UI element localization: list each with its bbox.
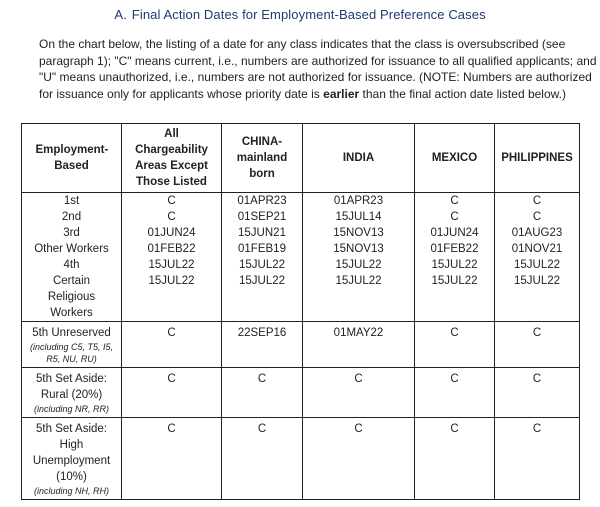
category-note: (including C5, T5, I5, R5, NU, RU) xyxy=(29,342,114,364)
date-cell: C xyxy=(495,193,580,210)
category-cell xyxy=(22,368,122,418)
header-china: CHINA-mainland born xyxy=(222,124,303,193)
date-cell: C xyxy=(495,209,580,225)
category-label: 2nd xyxy=(61,211,82,223)
category-label: Other Workers xyxy=(34,243,109,255)
date-cell: 15JUL22 xyxy=(415,257,495,273)
category-cell xyxy=(22,241,122,257)
date-cell: 01NOV21 xyxy=(495,241,580,257)
header-employment-based: Employment-Based xyxy=(22,124,122,193)
date-cell: 01APR23 xyxy=(222,193,303,210)
category-cell xyxy=(22,418,122,500)
date-cell: C xyxy=(222,368,303,418)
intro-text-part2: than the final action date listed below.) xyxy=(359,86,566,101)
date-cell: 01APR23 xyxy=(303,193,415,210)
date-cell: C xyxy=(495,322,580,368)
date-cell: 01JUN24 xyxy=(122,225,222,241)
category-label: 5th Set Aside: High Unemployment (10%) xyxy=(32,423,111,483)
category-label: 4th xyxy=(63,259,80,271)
section-letter: A. xyxy=(114,7,127,22)
category-label: 5th Set Aside: Rural (20%) xyxy=(36,373,107,401)
category-label: Certain Religious Workers xyxy=(47,275,96,319)
table-row xyxy=(22,322,580,368)
table-row xyxy=(22,225,580,241)
category-cell xyxy=(22,273,122,322)
table-row xyxy=(22,193,580,210)
category-cell xyxy=(22,322,122,368)
date-cell: 15JUL22 xyxy=(495,257,580,273)
intro-paragraph xyxy=(39,36,599,102)
date-cell: C xyxy=(303,418,415,500)
final-action-dates-table xyxy=(21,123,580,500)
category-label: 3rd xyxy=(63,227,80,239)
category-cell xyxy=(22,257,122,273)
table-header-row xyxy=(22,124,580,193)
header-india: INDIA xyxy=(303,124,415,193)
table-row xyxy=(22,257,580,273)
date-cell: 01AUG23 xyxy=(495,225,580,241)
date-cell: C xyxy=(122,193,222,210)
date-cell: 15JUL22 xyxy=(495,273,580,322)
date-cell: 15JUL22 xyxy=(303,273,415,322)
date-cell: 15JUL22 xyxy=(122,257,222,273)
date-cell: C xyxy=(495,418,580,500)
date-cell: 01FEB22 xyxy=(122,241,222,257)
date-cell: 01JUN24 xyxy=(415,225,495,241)
table-row xyxy=(22,209,580,225)
intro-bold-word: earlier xyxy=(323,86,360,101)
date-cell: C xyxy=(303,368,415,418)
category-cell xyxy=(22,225,122,241)
date-cell: C xyxy=(415,368,495,418)
date-cell: 15JUL22 xyxy=(222,257,303,273)
table-row xyxy=(22,418,580,500)
intro-text-part1: On the chart below, the listing of a date for any class indicates that the class is oversubscribed (see paragraph 1); "C" means current, i.e., numbers are authorized for issuance to all qualified applicants; and "U" means unauthorized, i.e., numbers are not authorized for issuance. (NOTE: Numbers are authorized for issuance only for applicants whose priority date is xyxy=(39,37,597,101)
category-note: (including NR, RR) xyxy=(33,404,110,414)
date-cell: 15JUL22 xyxy=(222,273,303,322)
header-mexico: MEXICO xyxy=(415,124,495,193)
date-cell: 15NOV13 xyxy=(303,241,415,257)
category-label: 5th Unreserved xyxy=(32,327,111,339)
date-cell: 15NOV13 xyxy=(303,225,415,241)
date-cell: 01MAY22 xyxy=(303,322,415,368)
date-cell: C xyxy=(495,368,580,418)
section-title: Final Action Dates for Employment-Based Preference Cases xyxy=(131,7,486,22)
date-cell: 15JUL14 xyxy=(303,209,415,225)
date-cell: C xyxy=(415,209,495,225)
date-cell: 22SEP16 xyxy=(222,322,303,368)
date-cell: 01FEB22 xyxy=(415,241,495,257)
date-cell: C xyxy=(415,193,495,210)
date-cell: C xyxy=(122,368,222,418)
header-all-chargeability: All Chargeability Areas Except Those Listed xyxy=(122,124,222,193)
category-label: 1st xyxy=(63,195,80,207)
date-cell: 15JUN21 xyxy=(222,225,303,241)
date-cell: C xyxy=(122,209,222,225)
category-cell xyxy=(22,193,122,210)
date-cell: C xyxy=(222,418,303,500)
date-cell: 01SEP21 xyxy=(222,209,303,225)
category-note: (including NH, RH) xyxy=(33,486,110,496)
date-cell: 15JUL22 xyxy=(303,257,415,273)
date-cell: 01FEB19 xyxy=(222,241,303,257)
table-row xyxy=(22,241,580,257)
date-cell: C xyxy=(122,322,222,368)
date-cell: C xyxy=(415,322,495,368)
section-heading xyxy=(0,7,600,22)
table-row xyxy=(22,368,580,418)
table-row xyxy=(22,273,580,322)
date-cell: 15JUL22 xyxy=(122,273,222,322)
date-cell: C xyxy=(122,418,222,500)
date-cell: 15JUL22 xyxy=(415,273,495,322)
date-cell: C xyxy=(415,418,495,500)
header-philippines: PHILIPPINES xyxy=(495,124,580,193)
category-cell xyxy=(22,209,122,225)
